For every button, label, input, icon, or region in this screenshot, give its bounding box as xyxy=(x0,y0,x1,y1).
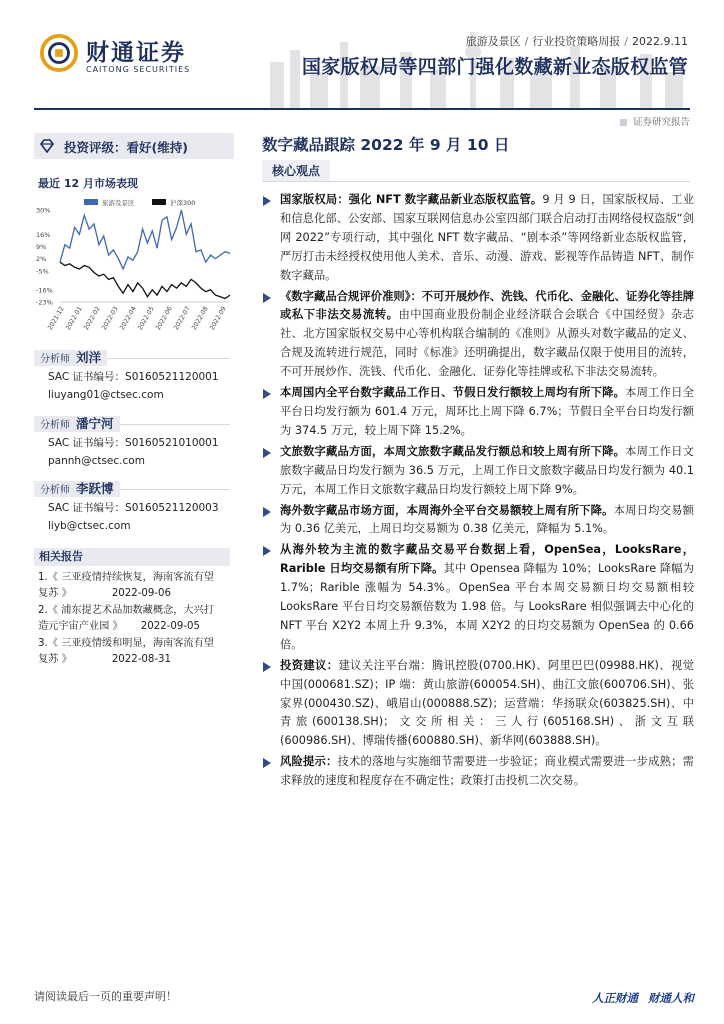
y-tick-label: 16% xyxy=(36,230,51,239)
related-report-item[interactable]: 3.《 三亚疫情缓和明显，海南客流有望 复苏 》 2022-08-31 xyxy=(38,637,214,666)
footer-slogan: 人正财通 财通人和 xyxy=(592,991,694,1005)
legend-label: 旅游及景区 xyxy=(102,199,135,207)
analyst-tag: 分析师 刘洋 xyxy=(34,350,107,366)
department-tag: 证券研究报告 xyxy=(620,114,690,128)
y-tick-label: -16% xyxy=(36,286,53,295)
analyst-tag: 分析师 李跃博 xyxy=(34,481,120,497)
related-reports-list xyxy=(38,570,238,668)
analyst-cert: SAC 证书编号：S0160521010001 xyxy=(48,437,219,449)
arrow-bullet-icon xyxy=(263,448,271,458)
analyst-email[interactable]: liyb@ctsec.com xyxy=(48,520,131,532)
key-point-item: 本周国内全平台数字藏品工作日、节假日发行额较上周均有所下降。本周工作日全平台日均发行额为 601.4 万元，周环比上周下降 6.7%；节假日全平台日均发行额为 374.5 万元，较上周下降 15.2%。 xyxy=(262,384,694,441)
analyst-tag: 分析师 潘宁河 xyxy=(34,416,120,432)
analyst-email[interactable]: pannh@ctsec.com xyxy=(48,455,145,467)
report-meta: 旅游及景区 / 行业投资策略周报 / 2022.9.11 xyxy=(465,35,688,48)
key-point-item: 投资建议：建议关注平台端：腾讯控股(0700.HK)、阿里巴巴(09988.HK)、视觉中国(000681.SZ)；IP 端：黄山旅游(600054.SH)、曲江文旅(600706.SH)、张家界(000430.SZ)、峨眉山(000888.SZ)；运营端：华扬联众(603825.SH)、中青旅(600138.SH)；文交所相关：三人行(605168.SH)、浙文互联(600986.SH)、博瑞传播(600880.SH)、新华网(603888.SH)。 xyxy=(262,657,694,752)
x-tick-label: 2022-08 xyxy=(190,305,210,332)
arrow-bullet-icon xyxy=(263,662,271,672)
y-tick-label: -23% xyxy=(36,298,53,307)
disclaimer-notice: 请阅读最后一页的重要声明！ xyxy=(34,990,177,1003)
square-icon xyxy=(620,119,627,126)
legend-swatch xyxy=(152,199,166,205)
logo-chinese-name: 财通证券 xyxy=(86,40,186,66)
arrow-bullet-icon xyxy=(263,293,271,303)
key-point-item: 文旅数字藏品方面，本周文旅数字藏品发行额总和较上周有所下降。本周工作日文旅数字藏品日均发行额为 36.5 万元，上周工作日文旅数字藏品日均发行额为 40.1 万元，本周工作日文旅数字藏品日均发行额较上周下降 9%。 xyxy=(262,443,694,500)
performance-chart xyxy=(34,194,234,340)
analyst-name: 李跃博 xyxy=(76,481,114,496)
analyst-email[interactable]: liuyang01@ctsec.com xyxy=(48,389,164,401)
arrow-bullet-icon xyxy=(263,196,271,206)
y-tick-label: 2% xyxy=(36,255,47,264)
x-tick-label: 2022-07 xyxy=(172,305,192,332)
investment-rating: 投资评级：看好(维持) xyxy=(64,140,188,155)
analyst-card xyxy=(34,481,234,535)
analyst-card xyxy=(34,416,234,470)
key-point-item: 国家版权局：强化 NFT 数字藏品新业态版权监管。9 月 9 日，国家版权局、工业和信息化部、公安部、国家互联网信息办公室四部门联合启动打击网络侵权盗版“剑网 2022”专项行动，其中强化 NFT 数字藏品、“剧本杀”等网络新业态版权监管，严厉打击未经授权使用他人美术、音乐、动漫、游戏、影视等作品铸造 NFT、制作数字藏品。 xyxy=(262,191,694,286)
x-tick-label: 2022-04 xyxy=(118,305,138,332)
analyst-cert: SAC 证书编号：S0160521120001 xyxy=(48,371,219,383)
key-point-item: 《数字藏品合规评价准则》：不可开展炒作、洗钱、代币化、金融化、证券化等挂牌或私下非法交易流转。由中国商业股份制企业经济联合会联合《中国经贸》杂志社、北方国家版权交易中心等机构联合编制的《准则》从源头对数字藏品的定义、合规及流转进行规范，同时《标准》还明确提出，数字藏品仅限于使用目的流转，不可开展炒作、洗钱、代币化、金融化、证券化等挂牌或私下非法交易流转。 xyxy=(262,288,694,383)
meta-date: 2022.9.11 xyxy=(632,35,688,48)
meta-industry: 旅游及景区 xyxy=(465,35,521,48)
key-point-item: 海外数字藏品市场方面，本周海外全平台交易额较上周有所下降。本周日均交易额为 0.36 亿美元，上周日均交易额为 0.38 亿美元，降幅为 5.1%。 xyxy=(262,502,694,540)
x-tick-label: 2022-01 xyxy=(64,305,84,332)
diamond-icon xyxy=(40,139,54,153)
x-tick-label: 2022-03 xyxy=(100,305,120,332)
arrow-bullet-icon xyxy=(263,758,271,768)
key-point-item: 风险提示：技术的落地与实施细节需要进一步验证；商业模式需要进一步成熟；需求释放的速度和程度存在不确定性；政策打击投机二次交易。 xyxy=(262,753,694,791)
arrow-bullet-icon xyxy=(263,389,271,399)
key-points-list xyxy=(262,191,694,793)
series-line xyxy=(60,210,230,269)
analyst-card xyxy=(34,350,234,404)
logo-english-name: CAITONG SECURITIES xyxy=(86,65,191,74)
analyst-name: 潘宁河 xyxy=(76,416,114,431)
related-reports-title: 相关报告 xyxy=(34,548,230,566)
x-tick-label: 2021-12 xyxy=(46,305,66,332)
performance-chart-title: 最近 12 月市场表现 xyxy=(38,177,138,190)
logo-coin-icon xyxy=(40,34,78,72)
series-line xyxy=(60,262,230,298)
tracking-title: 数字藏品跟踪 2022 年 9 月 10 日 xyxy=(262,136,510,154)
y-tick-label: 30% xyxy=(36,206,51,215)
report-headline: 国家版权局等四部门强化数藏新业态版权监管 xyxy=(301,56,688,78)
arrow-bullet-icon xyxy=(263,507,271,517)
x-tick-label: 2022-09 xyxy=(208,305,228,332)
meta-report-type: 行业投资策略周报 xyxy=(532,35,621,48)
legend-label: 沪深300 xyxy=(170,199,196,207)
rating-box xyxy=(34,133,234,159)
company-logo xyxy=(34,30,224,80)
x-tick-label: 2022-06 xyxy=(154,305,174,332)
section-heading: 核心观点 xyxy=(262,160,330,181)
legend-swatch xyxy=(84,199,98,205)
key-point-item: 从海外较为主流的数字藏品交易平台数据上看，OpenSea，LooksRare，Rarible 日均交易额有所下降。其中 Opensea 降幅为 10%；LooksRare 降幅为 1.7%；Rarible 涨幅为 54.3%。OpenSea 平台本周交易额日均交易额相较 LooksRare 平台日均交易额倍数为 1.98 倍。与 LooksRare 相似强调去中心化的 NFT 平台 X2Y2 本周上升 9.3%，本周 X2Y2 的日均交易额为 OpenSea 的 0.66 倍。 xyxy=(262,541,694,654)
x-tick-label: 2022-02 xyxy=(82,305,102,332)
related-report-item[interactable]: 1.《 三亚疫情持续恢复，海南客流有望 复苏 》 2022-09-06 xyxy=(38,572,214,600)
header-divider xyxy=(34,108,690,110)
analyst-name: 刘洋 xyxy=(76,350,102,365)
y-tick-label: -5% xyxy=(36,267,49,276)
x-tick-label: 2022-05 xyxy=(136,305,156,332)
arrow-bullet-icon xyxy=(263,546,271,556)
y-tick-label: 9% xyxy=(36,242,47,251)
section-divider xyxy=(262,181,690,182)
analyst-cert: SAC 证书编号：S0160521120003 xyxy=(48,502,219,514)
related-report-item[interactable]: 2.《 浦东提艺术品加数藏概念，大兴打 造元宇宙产业园 》 2022-09-05 xyxy=(38,604,214,633)
